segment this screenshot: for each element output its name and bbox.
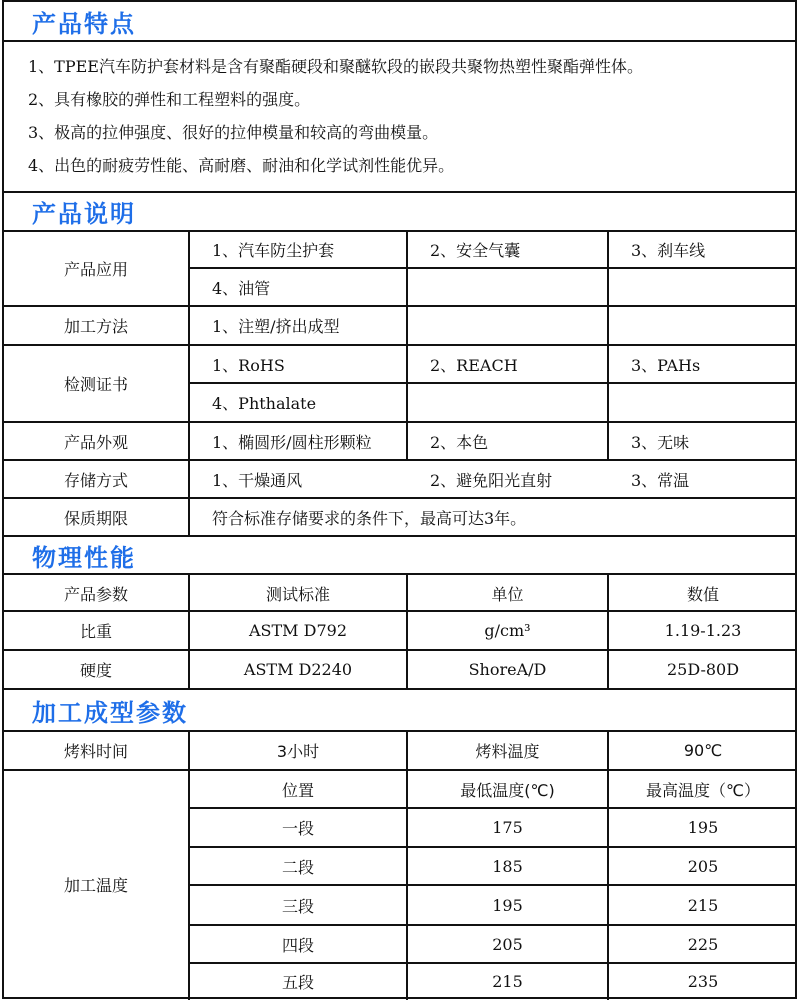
temp-zone: 一段: [281, 819, 314, 838]
feature-item: 4、出色的耐疲劳性能、高耐磨、耐油和化学试剂性能优异。: [28, 156, 455, 175]
drying-time-value: 3小时: [276, 742, 320, 761]
physical-header: 数值: [686, 584, 719, 604]
physical-header: 测试标准: [265, 584, 330, 604]
temp-max: 205: [687, 856, 719, 876]
application-item: 2、安全气囊: [430, 241, 521, 260]
temp-max: 235: [687, 971, 719, 991]
application-item: 3、刹车线: [631, 241, 706, 260]
feature-item: 3、极高的拉伸强度、很好的拉伸模量和较高的弯曲模量。: [28, 123, 439, 142]
physical-cell: 比重: [79, 622, 112, 641]
physical-cell: g/cm³: [484, 621, 531, 640]
section-title-features: 产品特点: [2, 0, 797, 42]
certificate-item: 4、Phthalate: [212, 394, 317, 413]
temp-max: 225: [687, 934, 719, 954]
temp-zone: 五段: [281, 972, 314, 992]
physical-header: 单位: [491, 584, 524, 604]
temp-min: 175: [492, 818, 523, 837]
physical-cell: 1.19-1.23: [664, 621, 742, 640]
temp-min: 195: [492, 895, 523, 915]
appearance-item: 1、椭圆形/圆柱形颗粒: [212, 432, 372, 452]
processing-method-item: 1、注塑/挤出成型: [212, 317, 340, 336]
physical-cell: ShoreA/D: [468, 660, 547, 679]
storage-item: 2、避免阳光直射: [430, 470, 553, 490]
application-item: 1、汽车防尘护套: [212, 241, 335, 260]
temp-min: 185: [492, 856, 523, 876]
certificate-item: 2、REACH: [430, 355, 518, 375]
physical-header: 产品参数: [63, 584, 128, 604]
feature-item: 1、TPEE汽车防护套材料是含有聚酯硬段和聚醚软段的嵌段共聚物热塑性聚酯弹性体。: [28, 57, 643, 76]
section-title-physical: 物理性能: [2, 535, 797, 575]
temp-header: 最高温度（℃）: [646, 780, 760, 800]
row-label-processing-method: 加工方法: [63, 317, 128, 336]
processing-temp-label: 加工温度: [63, 876, 128, 895]
temp-min: 205: [492, 934, 523, 954]
temp-max: 215: [687, 895, 719, 915]
certificate-item: 3、PAHs: [631, 355, 701, 375]
drying-temp-label: 烤料温度: [475, 742, 540, 761]
appearance-item: 2、本色: [430, 432, 489, 452]
shelf-life-value: 符合标准存储要求的条件下，最高可达3年。: [212, 509, 527, 528]
row-label-shelf-life: 保质期限: [63, 509, 128, 528]
physical-cell: 25D-80D: [666, 660, 740, 679]
physical-cell: ASTM D792: [248, 621, 348, 640]
physical-cell: ASTM D2240: [243, 660, 353, 679]
storage-item: 1、干燥通风: [212, 470, 303, 490]
temp-min: 215: [492, 971, 523, 991]
certificate-item: 1、RoHS: [212, 355, 285, 375]
storage-item: 3、常温: [631, 470, 690, 490]
physical-cell: 硬度: [79, 661, 112, 680]
appearance-item: 3、无味: [631, 432, 690, 452]
temp-max: 195: [687, 818, 719, 837]
temp-header: 最低温度(℃): [460, 780, 555, 800]
temp-zone: 三段: [281, 896, 314, 916]
row-label-storage: 存储方式: [63, 470, 128, 490]
row-label-certificates: 检测证书: [63, 375, 128, 394]
features-list: [2, 40, 797, 192]
temp-zone: 二段: [281, 857, 314, 877]
drying-temp-value: 90℃: [683, 741, 723, 760]
drying-time-label: 烤料时间: [63, 742, 128, 761]
temp-zone: 四段: [281, 935, 314, 955]
temp-header: 位置: [281, 780, 314, 800]
section-title-processing: 加工成型参数: [2, 688, 797, 732]
row-label-appearance: 产品外观: [63, 432, 128, 452]
section-title-description: 产品说明: [2, 191, 797, 232]
application-item: 4、油管: [212, 278, 271, 298]
row-label-application: 产品应用: [63, 260, 128, 279]
feature-item: 2、具有橡胶的弹性和工程塑料的强度。: [28, 90, 311, 109]
